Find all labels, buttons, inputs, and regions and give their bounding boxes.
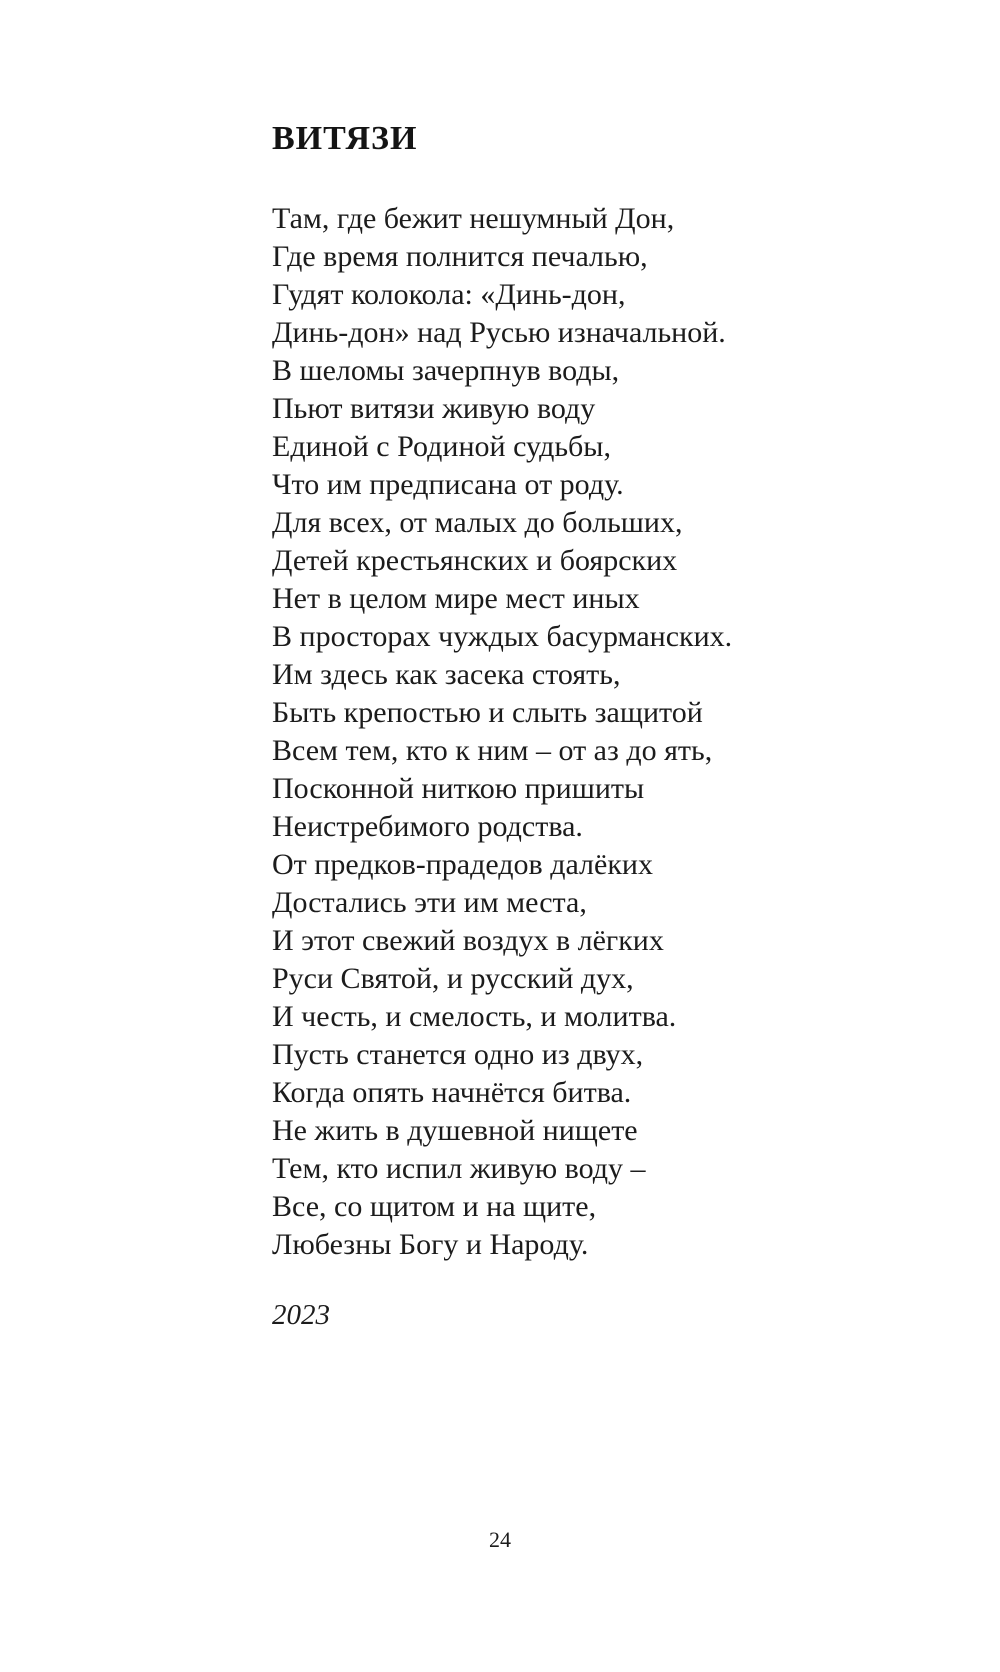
- verse-line: Руси Святой, и русский дух,: [272, 962, 634, 995]
- verse-line: Пьют витязи живую воду: [272, 392, 596, 425]
- verse-line: Не жить в душевной нищете: [272, 1114, 638, 1147]
- verse-line: Когда опять начнётся битва.: [272, 1076, 632, 1109]
- verse-line: И этот свежий воздух в лёгких: [272, 924, 664, 957]
- poem-body: [272, 200, 732, 1264]
- verse-line: Где время полнится печалью,: [272, 240, 648, 273]
- page-number: 24: [489, 1527, 511, 1552]
- verse-line: Для всех, от малых до больших,: [272, 506, 683, 539]
- verse-line: Единой с Родиной судьбы,: [272, 430, 611, 463]
- verse-line: В просторах чуждых басурманских.: [272, 620, 733, 653]
- verse-line: Пусть станется одно из двух,: [272, 1038, 644, 1071]
- verse-line: Им здесь как засека стоять,: [272, 658, 621, 691]
- verse-line: Там, где бежит нешумный Дон,: [272, 202, 675, 235]
- verse-line: Любезны Богу и Народу.: [272, 1228, 589, 1261]
- verse-line: Детей крестьянских и боярских: [272, 544, 678, 577]
- verse-line: Посконной ниткою пришиты: [272, 772, 645, 805]
- verse-line: И честь, и смелость, и молитва.: [272, 1000, 677, 1033]
- verse-line: Достались эти им места,: [272, 886, 587, 919]
- verse-line: Всем тем, кто к ним – от аз до ять,: [272, 734, 713, 767]
- verse-line: Что им предписана от роду.: [272, 468, 624, 501]
- verse-line: В шеломы зачерпнув воды,: [272, 354, 620, 387]
- verse-line: Неистребимого родства.: [272, 810, 583, 843]
- verse-line: Все, со щитом и на щите,: [272, 1190, 597, 1223]
- verse-line: От предков-прадедов далёких: [272, 848, 653, 881]
- poem-title: ВИТЯЗИ: [272, 120, 418, 157]
- verse-line: Нет в целом мире мест иных: [272, 582, 640, 615]
- verse-line: Динь-дон» над Русью изначальной.: [272, 316, 726, 349]
- poem-date: 2023: [272, 1299, 330, 1331]
- verse-line: Гудят колокола: «Динь-дон,: [272, 278, 626, 311]
- verse-line: Быть крепостью и слыть защитой: [272, 696, 703, 729]
- verse-line: Тем, кто испил живую воду –: [272, 1152, 646, 1185]
